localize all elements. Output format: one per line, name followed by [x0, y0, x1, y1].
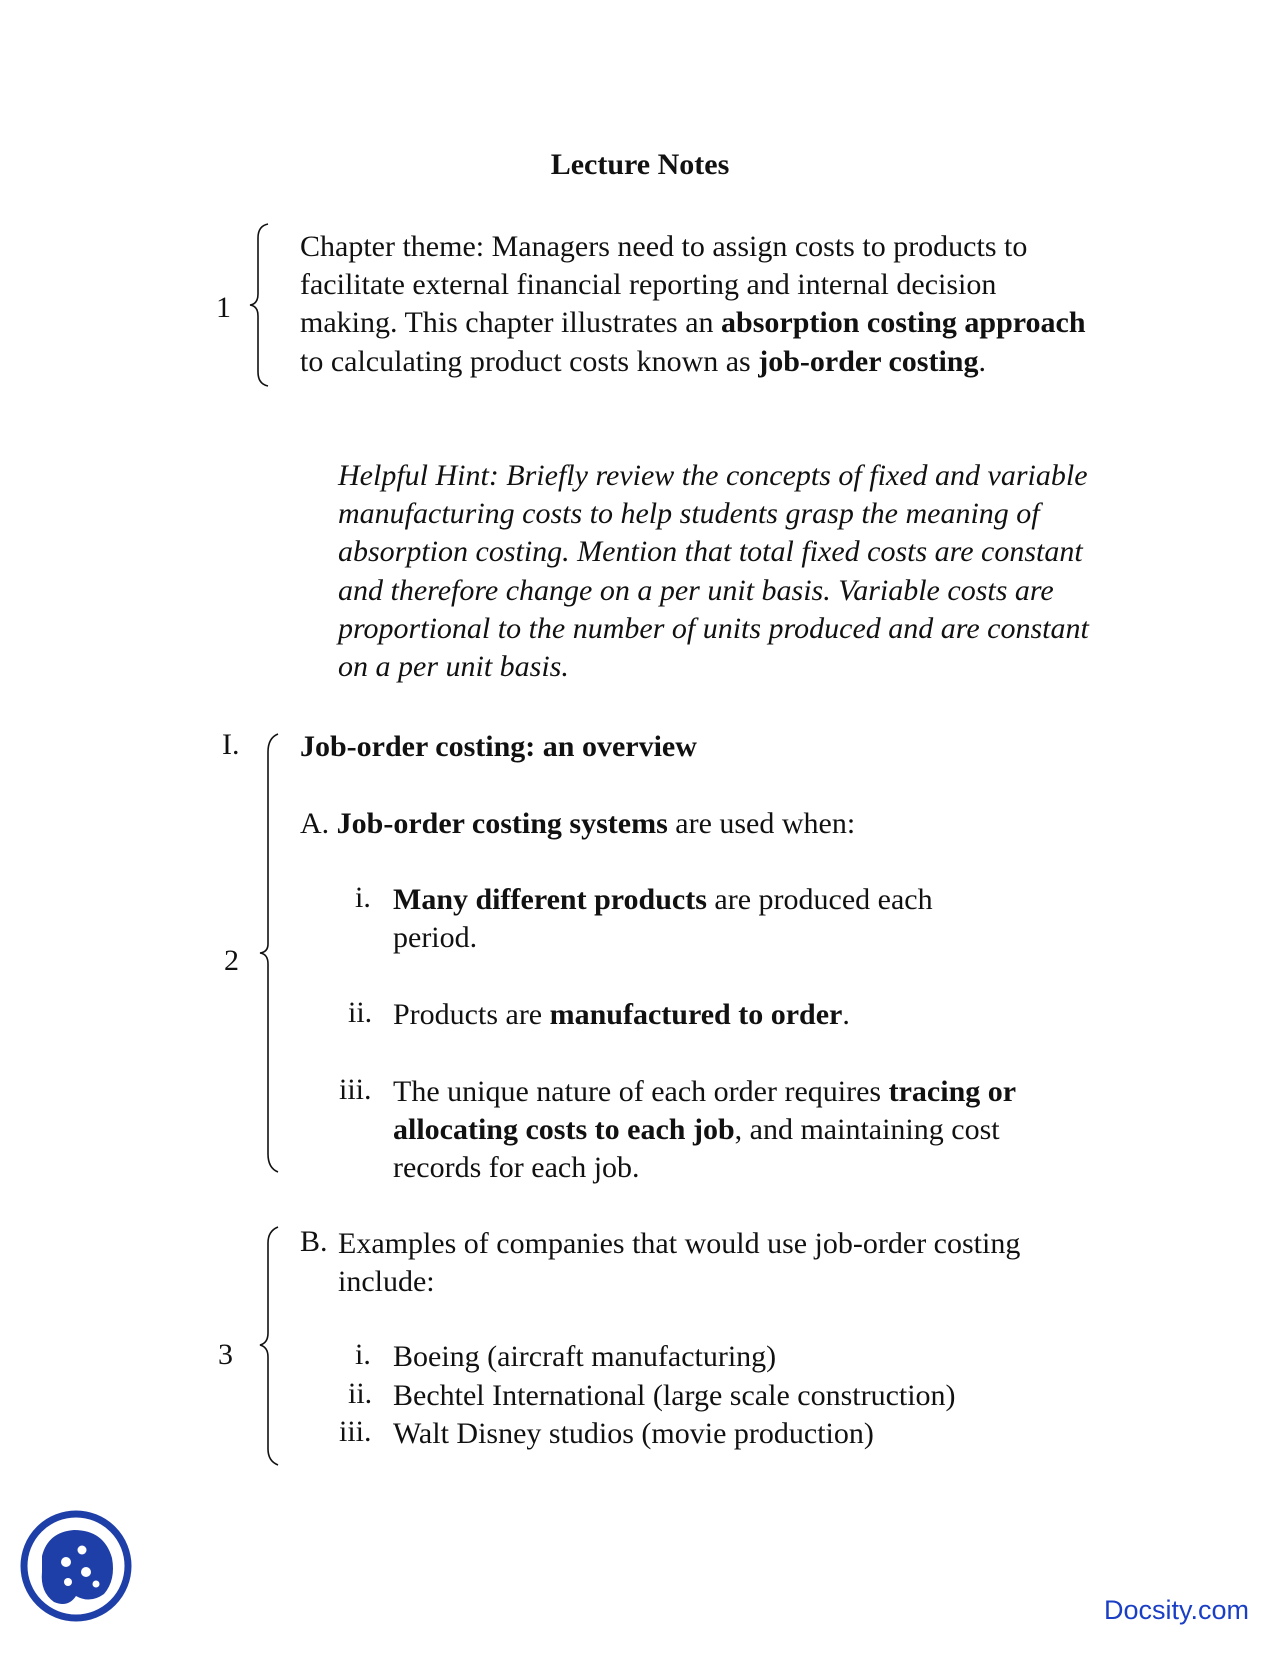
list-marker: ii. — [348, 996, 373, 1029]
list-marker: ii. — [348, 1377, 373, 1410]
list-item: The unique nature of each order requires tracing or allocating costs to each job, and maintaining cost records for each job. — [393, 1075, 1016, 1185]
list-marker: i. — [355, 1338, 371, 1371]
curly-brace-icon — [258, 732, 282, 1174]
bracket-number-3: 3 — [218, 1338, 233, 1371]
bracket-number-2: 2 — [224, 944, 239, 977]
subsection-B-marker: B. — [300, 1225, 328, 1258]
page-title: Lecture Notes — [550, 148, 730, 181]
list-item: Walt Disney studios (movie production) — [393, 1417, 874, 1450]
list-item: Boeing (aircraft manufacturing) — [393, 1340, 777, 1373]
bracket-number-1: 1 — [216, 291, 231, 324]
helpful-hint-paragraph: Helpful Hint: Briefly review the concepts of fixed and variable manufacturing costs to help students grasp the meaning of absorption costing. Mention that total fixed costs are constant and therefore change on a per unit basis. Variable costs are proportional to the number of units produced and are constant on a per unit basis. — [338, 459, 1089, 684]
list-item: Bechtel International (large scale construction) — [393, 1379, 956, 1412]
list-marker: iii. — [339, 1415, 372, 1448]
curly-brace-icon — [248, 222, 272, 388]
section-I-heading: Job-order costing: an overview — [300, 730, 697, 763]
roman-numeral-I: I. — [222, 728, 240, 761]
docsity-logo-icon — [20, 1510, 132, 1622]
subsection-B-text: Examples of companies that would use job-order costing include: — [338, 1227, 1021, 1299]
curly-brace-icon — [258, 1225, 282, 1467]
list-item: Many different products are produced each period. — [393, 883, 933, 955]
list-marker: iii. — [339, 1073, 372, 1106]
docsity-brand-link[interactable]: Docsity.com — [1104, 1595, 1250, 1625]
chapter-theme-paragraph: Chapter theme: Managers need to assign costs to products to facilitate external financial reporting and internal decision making. This chapter illustrates an absorption costing approach to calculating product costs known as job-order costing. — [300, 230, 1086, 378]
list-marker: i. — [355, 881, 371, 914]
list-item: Products are manufactured to order. — [393, 998, 850, 1031]
subsection-A: A. Job-order costing systems are used when: — [300, 807, 856, 840]
